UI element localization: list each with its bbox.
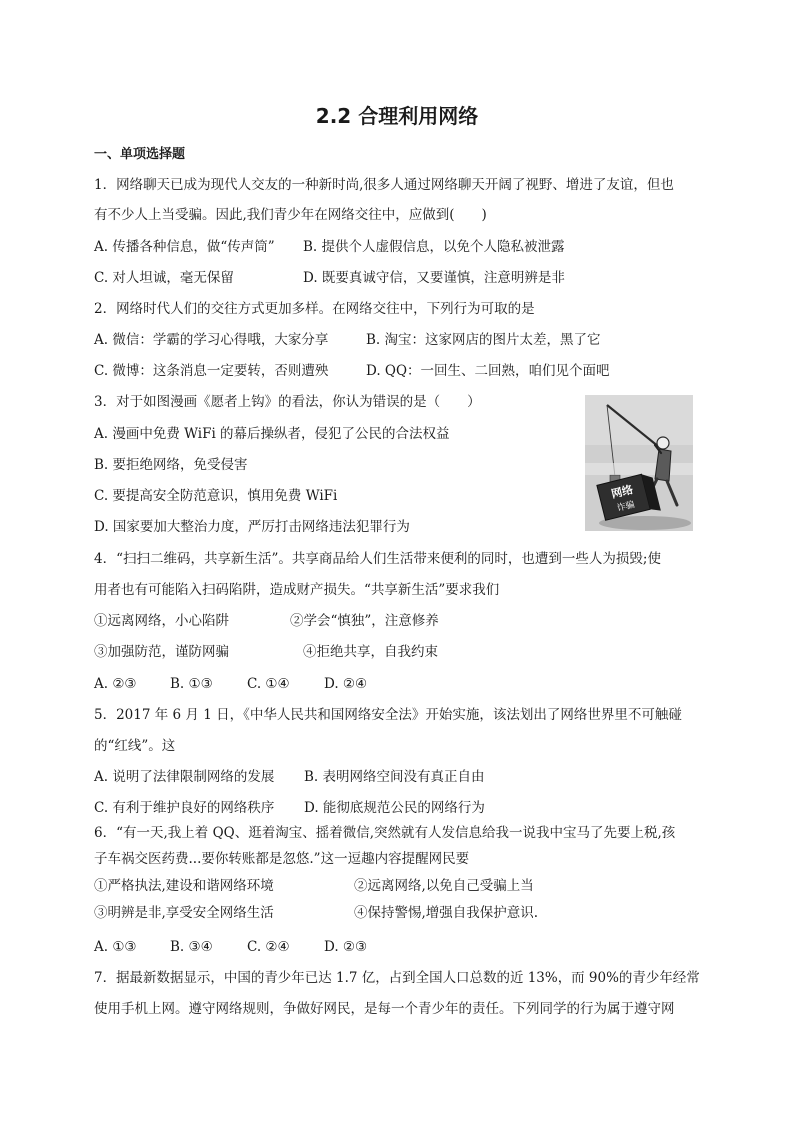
- q1-option-d: D. 既要真诚守信，又要谨慎，注意明辨是非: [303, 270, 565, 286]
- q6-option-a: A. ①③: [94, 939, 137, 955]
- q6-statement-1: ①严格执法,建设和谐网络环境: [94, 878, 274, 894]
- q4-option-b: B. ①③: [170, 676, 213, 692]
- q3-option-b: B. 要拒绝网络，免受侵害: [94, 457, 248, 473]
- q2-stem: 2．网络时代人们的交往方式更加多样。在网络交往中，下列行为可取的是: [94, 301, 535, 317]
- q4-stem-line1: 4．“扫扫二维码，共享新生活”。共享商品给人们生活带来便利的同时，也遭到一些人为损毁;使: [94, 551, 661, 567]
- q7-stem-line2: 使用手机上网。遵守网络规则，争做好网民，是每一个青少年的责任。下列同学的行为属于遵守网: [94, 1001, 675, 1017]
- q2-option-a: A. 微信：学霸的学习心得哦，大家分享: [94, 332, 329, 348]
- q5-option-b: B. 表明网络空间没有真正自由: [304, 769, 485, 785]
- q6-option-c: C. ②④: [247, 939, 290, 955]
- q3-option-a: A. 漫画中免费 WiFi 的幕后操纵者，侵犯了公民的合法权益: [94, 426, 450, 442]
- q4-stem-line2: 用者也有可能陷入扫码陷阱，造成财产损失。“共享新生活”要求我们: [94, 582, 500, 598]
- q3-option-d: D. 国家要加大整治力度，严厉打击网络违法犯罪行为: [94, 519, 410, 535]
- q2-option-d: D. QQ：一回生、二回熟，咱们见个面吧: [366, 363, 610, 379]
- q5-option-a: A. 说明了法律限制网络的发展: [94, 769, 275, 785]
- q1-option-a: A. 传播各种信息，做“传声筒”: [94, 239, 275, 255]
- q5-option-c: C. 有利于维护良好的网络秩序: [94, 800, 275, 816]
- q5-option-d: D. 能彻底规范公民的网络行为: [304, 800, 485, 816]
- q6-option-d: D. ②③: [324, 939, 368, 955]
- sign-text-line1: 网络: [609, 482, 635, 501]
- q4-option-c: C. ①④: [247, 676, 290, 692]
- q2-option-c: C. 微博：这条消息一定要转，否则遭殃: [94, 363, 329, 379]
- q4-statement-2: ②学会“慎独”，注意修养: [290, 613, 439, 629]
- q5-stem-line1: 5．2017 年 6 月 1 日，《中华人民共和国网络安全法》开始实施，该法划出了网络世界里不可触碰: [94, 707, 682, 723]
- sign-text-line2: 诈骗: [616, 499, 636, 515]
- q3-stem: 3．对于如图漫画《愿者上钩》的看法，你认为错误的是（ ）: [94, 394, 481, 410]
- q1-stem-line2: 有不少人上当受骗。因此,我们青少年在网络交往中，应做到( ): [94, 207, 487, 223]
- q6-statement-3: ③明辨是非,享受安全网络生活: [94, 905, 274, 921]
- person-head: [657, 437, 669, 449]
- q6-statement-2: ②远离网络,以免自己受骗上当: [354, 878, 534, 894]
- q1-option-c: C. 对人坦诚，毫无保留: [94, 270, 234, 286]
- q3-option-c: C. 要提高安全防范意识，慎用免费 WiFi: [94, 488, 338, 504]
- q6-stem-line1: 6．“有一天,我上着 QQ、逛着淘宝、摇着微信,突然就有人发信息给我一说我中宝马了先要上税,孩: [94, 825, 676, 841]
- q1-stem-line1: 1．网络聊天已成为现代人交友的一种新时尚,很多人通过网络聊天开阔了视野、增进了友谊，但也: [94, 177, 674, 193]
- q4-statement-4: ④拒绝共享，自我约束: [303, 644, 438, 660]
- q6-statement-4: ④保持警惕,增强自我保护意识.: [354, 905, 539, 921]
- page-title: 2.2 合理利用网络: [315, 104, 479, 128]
- q6-stem-line2: 子车祸交医药费...要你转账都是忽悠.”这一逗趣内容提醒网民要: [94, 851, 470, 867]
- q4-option-a: A. ②③: [94, 676, 137, 692]
- section-heading: 一、单项选择题: [94, 147, 186, 162]
- q6-option-b: B. ③④: [170, 939, 213, 955]
- q4-statement-3: ③加强防范，谨防网骗: [94, 644, 229, 660]
- q7-stem-line1: 7．据最新数据显示，中国的青少年已达 1.7 亿，占到全国人口总数的近 13%，而 90%的青少年经常: [94, 970, 700, 986]
- q1-option-b: B. 提供个人虚假信息，以免个人隐私被泄露: [303, 239, 565, 255]
- q4-statement-1: ①远离网络，小心陷阱: [94, 613, 229, 629]
- q5-stem-line2: 的“红线”。这: [94, 738, 176, 754]
- q2-option-b: B. 淘宝：这家网店的图片太差，黑了它: [366, 332, 601, 348]
- cartoon-illustration: [585, 395, 693, 531]
- q4-option-d: D. ②④: [324, 676, 368, 692]
